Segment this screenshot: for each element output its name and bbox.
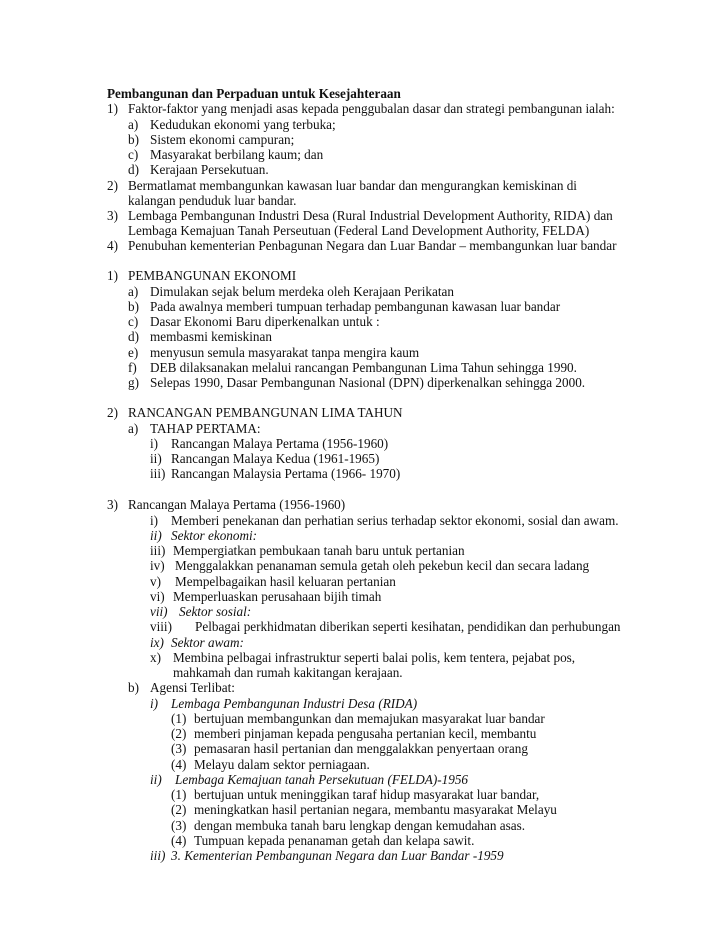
list-item-text: Sistem ekonomi campuran; [150,132,295,147]
list-item-text: memberi pinjaman kepada pengusaha pertanian kecil, membantu [194,726,537,741]
list-item-text: Faktor-faktor yang menjadi asas kepada penggubalan dasar dan strategi pembangunan ialah: [128,101,615,116]
list-roman: vii) [150,604,168,619]
list-letter: c) [128,314,139,329]
list-roman: i) [150,513,159,528]
list-letter: e) [128,345,139,360]
list-roman: ii) [150,451,162,466]
list-roman: x) [150,650,161,665]
list-letter: d) [128,162,139,177]
list-item-text: dengan membuka tanah baru lengkap dengan kemudahan asas. [194,818,526,833]
list-item-text: pemasaran hasil pertanian dan menggalakkan penyertaan orang [194,741,528,756]
list-item-text: Penubuhan kementerian Penbagunan Negara dan Luar Bandar – membangunkan luar bandar [128,238,617,253]
list-letter: a) [128,284,139,299]
subheading-sektor-ekonomi: Sektor ekonomi: [171,528,258,543]
subheading-sektor-sosial: Sektor sosial: [179,604,252,619]
list-number: 4) [107,238,118,253]
list-item-text: Bermatlamat membangunkan kawasan luar bandar dan mengurangkan kemiskinan di [128,178,577,193]
list-item-text: mahkamah dan rumah kakitangan kerajaan. [173,665,403,680]
list-item-text: Lembaga Kemajuan Tanah Perseutuan (Federal Land Development Authority, FELDA) [128,223,590,238]
list-item-text: Dasar Ekonomi Baru diperkenalkan untuk : [150,314,380,329]
agency-kementerian-title: 3. Kementerian Pembangunan Negara dan Luar Bandar -1959 [171,848,504,863]
section-heading: Rancangan Malaya Pertama (1956-1960) [128,497,346,512]
list-item-text: Selepas 1990, Dasar Pembangunan Nasional (DPN) diperkenalkan sehingga 2000. [150,375,586,390]
subheading-sektor-awam: Sektor awam: [171,635,244,650]
list-letter: b) [128,132,139,147]
list-roman: viii) [150,619,172,634]
list-roman: ii) [150,772,162,787]
list-item-text: Membina pelbagai infrastruktur seperti balai polis, kem tentera, pejabat pos, [173,650,576,665]
list-item-text: Kedudukan ekonomi yang terbuka; [150,117,336,132]
list-roman: i) [150,436,159,451]
list-item-text: Pada awalnya memberi tumpuan terhadap pembangunan kawasan luar bandar [150,299,561,314]
point-number: (4) [171,833,187,848]
list-roman: ix) [150,635,164,650]
point-number: (3) [171,741,187,756]
section-number: 2) [107,405,118,420]
list-item-text: Mempergiatkan pembukaan tanah baru untuk pertanian [173,543,465,558]
document-title: Pembangunan dan Perpaduan untuk Kesejahteraan [107,86,401,101]
list-item-text: kalangan penduduk luar bandar. [128,193,297,208]
list-roman: iii) [150,466,166,481]
agency-rida-title: Lembaga Pembangunan Industri Desa (RIDA) [171,696,418,711]
list-roman: vi) [150,589,165,604]
list-letter: b) [128,680,139,695]
list-roman: iv) [150,558,165,573]
list-item-text: DEB dilaksanakan melalui rancangan Pembangunan Lima Tahun sehingga 1990. [150,360,577,375]
list-item-text: Lembaga Pembangunan Industri Desa (Rural Industrial Development Authority, RIDA) dan [128,208,613,223]
list-item-text: Memberi penekanan dan perhatian serius terhadap sektor ekonomi, sosial dan awam. [171,513,619,528]
list-item-text: meningkatkan hasil pertanian negara, membantu masyarakat Melayu [194,802,557,817]
list-roman: v) [150,574,161,589]
section-heading: RANCANGAN PEMBANGUNAN LIMA TAHUN [128,405,403,420]
list-item-text: membasmi kemiskinan [150,329,272,344]
list-item-text: Menggalakkan penanaman semula getah oleh pekebun kecil dan secara ladang [175,558,590,573]
section-number: 3) [107,497,118,512]
point-number: (3) [171,818,187,833]
list-number: 1) [107,101,118,116]
list-letter: a) [128,421,139,436]
section-heading: PEMBANGUNAN EKONOMI [128,268,297,283]
list-letter: b) [128,299,139,314]
list-letter: c) [128,147,139,162]
list-number: 2) [107,178,118,193]
list-item-text: Dimulakan sejak belum merdeka oleh Kerajaan Perikatan [150,284,454,299]
list-item-text: Rancangan Malaya Kedua (1961-1965) [171,451,380,466]
list-letter: g) [128,375,139,390]
list-number: 3) [107,208,118,223]
list-item-text: Masyarakat berbilang kaum; dan [150,147,324,162]
list-item-text: Agensi Terlibat: [150,680,235,695]
list-roman: iii) [150,543,166,558]
list-roman: ii) [150,528,162,543]
list-item-text: menyusun semula masyarakat tanpa mengira kaum [150,345,420,360]
list-item-text: Rancangan Malaya Pertama (1956-1960) [171,436,389,451]
list-item-text: Pelbagai perkhidmatan diberikan seperti kesihatan, pendidikan dan perhubungan [195,619,621,634]
list-item-text: Rancangan Malaysia Pertama (1966- 1970) [171,466,401,481]
list-roman: iii) [150,848,166,863]
point-number: (1) [171,711,187,726]
list-item-text: Kerajaan Persekutuan. [150,162,269,177]
list-item-text: Memperluaskan perusahaan bijih timah [173,589,382,604]
list-letter: d) [128,329,139,344]
point-number: (4) [171,757,187,772]
point-number: (2) [171,802,187,817]
list-item-text: bertujuan membangunkan dan memajukan masyarakat luar bandar [194,711,545,726]
list-roman: i) [150,696,159,711]
list-item-text: Tumpuan kepada penanaman getah dan kelapa sawit. [194,833,475,848]
point-number: (1) [171,787,187,802]
section-number: 1) [107,268,118,283]
list-item-text: Melayu dalam sektor perniagaan. [194,757,370,772]
list-item-text: Mempelbagaikan hasil keluaran pertanian [175,574,396,589]
agency-felda-title: Lembaga Kemajuan tanah Persekutuan (FELDA)-1956 [175,772,469,787]
point-number: (2) [171,726,187,741]
list-letter: f) [128,360,137,375]
list-letter: a) [128,117,139,132]
list-item-text: TAHAP PERTAMA: [150,421,261,436]
list-item-text: bertujuan untuk meninggikan taraf hidup masyarakat luar bandar, [194,787,540,802]
